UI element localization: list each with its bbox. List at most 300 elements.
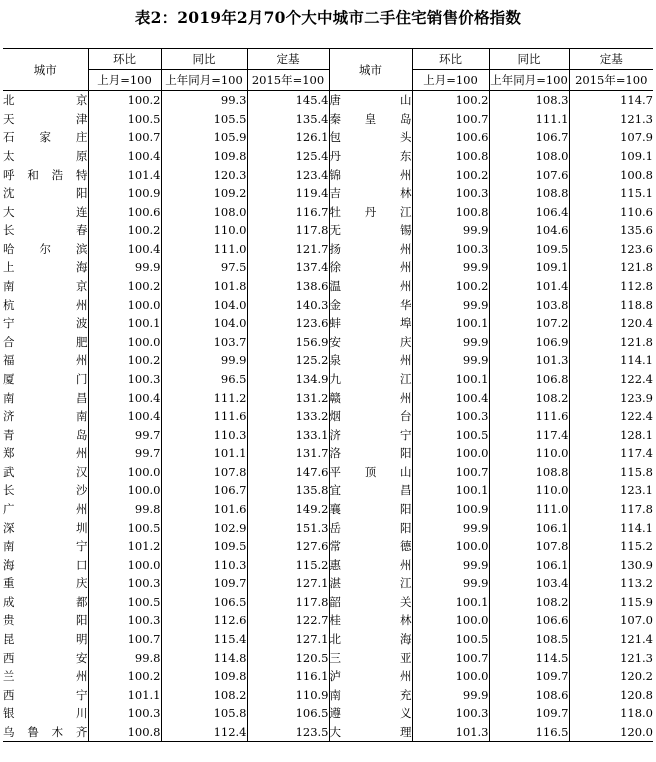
left-city-cell: 武汉 bbox=[3, 464, 88, 479]
table-row bbox=[3, 518, 653, 537]
left-city-cell: 福州 bbox=[3, 353, 88, 368]
left-mom-cell: 100.2 bbox=[88, 91, 161, 110]
table-row bbox=[3, 258, 653, 277]
left-city-cell: 太原 bbox=[3, 149, 88, 164]
right-fixed-cell: 100.8 bbox=[569, 165, 653, 184]
table-row bbox=[3, 147, 653, 166]
right-yoy-cell: 109.5 bbox=[489, 240, 569, 259]
right-city-cell: 唐山 bbox=[329, 91, 412, 110]
left-mom-cell: 100.9 bbox=[88, 184, 161, 203]
left-yoy-cell: 105.5 bbox=[161, 110, 247, 129]
right-yoy-cell: 110.0 bbox=[489, 444, 569, 463]
right-mom-cell: 100.8 bbox=[412, 202, 489, 221]
table-row bbox=[3, 388, 653, 407]
left-mom-cell: 100.3 bbox=[88, 574, 161, 593]
left-mom-cell: 99.7 bbox=[88, 425, 161, 444]
left-mom-cell: 100.8 bbox=[88, 723, 161, 742]
left-fixed-cell: 121.7 bbox=[247, 240, 329, 259]
left-mom-cell: 101.1 bbox=[88, 686, 161, 705]
left-yoy-cell: 111.2 bbox=[161, 388, 247, 407]
table-row bbox=[3, 537, 653, 556]
left-city-cell: 厦门 bbox=[3, 371, 88, 386]
right-city-cell: 包头 bbox=[329, 128, 412, 147]
right-mom-cell: 100.3 bbox=[412, 704, 489, 723]
left-mom-cell: 99.8 bbox=[88, 500, 161, 519]
right-city-cell: 泸州 bbox=[329, 667, 412, 686]
header-city-left: 城市 bbox=[3, 49, 88, 91]
left-city-cell: 大连 bbox=[3, 204, 88, 219]
left-yoy-cell: 104.0 bbox=[161, 295, 247, 314]
left-mom-cell: 100.0 bbox=[88, 555, 161, 574]
left-fixed-cell: 138.6 bbox=[247, 277, 329, 296]
right-city-cell: 锦州 bbox=[329, 165, 412, 184]
right-mom-cell: 99.9 bbox=[412, 333, 489, 352]
right-fixed-cell: 122.4 bbox=[569, 370, 653, 389]
right-yoy-cell: 107.6 bbox=[489, 165, 569, 184]
right-yoy-cell: 114.5 bbox=[489, 648, 569, 667]
left-city-cell: 石家庄 bbox=[3, 130, 88, 145]
left-mom-cell: 100.5 bbox=[88, 110, 161, 129]
left-mom-cell: 100.4 bbox=[88, 388, 161, 407]
left-city-cell: 长沙 bbox=[3, 483, 88, 498]
table-row bbox=[3, 165, 653, 184]
right-fixed-cell: 123.1 bbox=[569, 481, 653, 500]
right-yoy-cell: 106.4 bbox=[489, 202, 569, 221]
right-city-cell: 平顶山 bbox=[329, 463, 412, 482]
left-yoy-cell: 110.3 bbox=[161, 425, 247, 444]
left-city-cell: 兰州 bbox=[3, 669, 88, 684]
table-row bbox=[3, 500, 653, 519]
left-yoy-cell: 99.9 bbox=[161, 351, 247, 370]
left-fixed-cell: 115.2 bbox=[247, 555, 329, 574]
table-row bbox=[3, 370, 653, 389]
left-fixed-cell: 125.4 bbox=[247, 147, 329, 166]
left-mom-cell: 100.5 bbox=[88, 518, 161, 537]
left-yoy-cell: 109.2 bbox=[161, 184, 247, 203]
left-yoy-cell: 106.5 bbox=[161, 593, 247, 612]
table-row bbox=[3, 128, 653, 147]
right-fixed-cell: 120.4 bbox=[569, 314, 653, 333]
header-yoy-base-left: 上年同月=100 bbox=[161, 70, 247, 91]
left-fixed-cell: 151.3 bbox=[247, 518, 329, 537]
right-city-cell: 南充 bbox=[329, 686, 412, 705]
right-yoy-cell: 108.5 bbox=[489, 630, 569, 649]
left-yoy-cell: 101.6 bbox=[161, 500, 247, 519]
right-fixed-cell: 121.4 bbox=[569, 630, 653, 649]
table-row bbox=[3, 333, 653, 352]
table-row bbox=[3, 202, 653, 221]
left-mom-cell: 100.2 bbox=[88, 277, 161, 296]
left-fixed-cell: 137.4 bbox=[247, 258, 329, 277]
left-fixed-cell: 133.2 bbox=[247, 407, 329, 426]
right-fixed-cell: 117.8 bbox=[569, 500, 653, 519]
right-yoy-cell: 106.9 bbox=[489, 333, 569, 352]
left-mom-cell: 99.7 bbox=[88, 444, 161, 463]
header-fixed-left: 定基 bbox=[247, 49, 329, 70]
left-mom-cell: 100.2 bbox=[88, 221, 161, 240]
right-mom-cell: 99.9 bbox=[412, 221, 489, 240]
left-city-cell: 长春 bbox=[3, 223, 88, 238]
left-mom-cell: 100.4 bbox=[88, 147, 161, 166]
right-yoy-cell: 101.3 bbox=[489, 351, 569, 370]
right-yoy-cell: 111.0 bbox=[489, 500, 569, 519]
table-row bbox=[3, 593, 653, 612]
right-city-cell: 蚌埠 bbox=[329, 314, 412, 333]
table-row bbox=[3, 611, 653, 630]
left-fixed-cell: 117.8 bbox=[247, 593, 329, 612]
header-yoy-left: 同比 bbox=[161, 49, 247, 70]
left-mom-cell: 100.7 bbox=[88, 128, 161, 147]
right-city-cell: 桂林 bbox=[329, 611, 412, 630]
right-yoy-cell: 106.7 bbox=[489, 128, 569, 147]
right-city-cell: 济宁 bbox=[329, 425, 412, 444]
left-yoy-cell: 102.9 bbox=[161, 518, 247, 537]
left-city-cell: 南宁 bbox=[3, 539, 88, 554]
left-yoy-cell: 115.4 bbox=[161, 630, 247, 649]
right-fixed-cell: 121.3 bbox=[569, 648, 653, 667]
left-city-cell: 郑州 bbox=[3, 446, 88, 461]
left-fixed-cell: 123.5 bbox=[247, 723, 329, 742]
right-city-cell: 韶关 bbox=[329, 593, 412, 612]
left-city-cell: 乌鲁木齐 bbox=[3, 724, 88, 739]
header-fixed-base-left: 2015年=100 bbox=[247, 70, 329, 91]
table-row bbox=[3, 723, 653, 742]
left-yoy-cell: 112.4 bbox=[161, 723, 247, 742]
left-fixed-cell: 120.5 bbox=[247, 648, 329, 667]
price-index-table bbox=[3, 48, 653, 742]
right-mom-cell: 99.9 bbox=[412, 686, 489, 705]
left-mom-cell: 100.0 bbox=[88, 295, 161, 314]
left-yoy-cell: 105.8 bbox=[161, 704, 247, 723]
left-yoy-cell: 108.0 bbox=[161, 202, 247, 221]
left-city-cell: 南昌 bbox=[3, 390, 88, 405]
left-mom-cell: 100.3 bbox=[88, 704, 161, 723]
right-city-cell: 常德 bbox=[329, 537, 412, 556]
table-row bbox=[3, 184, 653, 203]
left-mom-cell: 100.5 bbox=[88, 593, 161, 612]
right-fixed-cell: 121.8 bbox=[569, 333, 653, 352]
right-fixed-cell: 114.7 bbox=[569, 91, 653, 110]
right-city-cell: 遵义 bbox=[329, 704, 412, 723]
right-fixed-cell: 109.1 bbox=[569, 147, 653, 166]
left-yoy-cell: 109.7 bbox=[161, 574, 247, 593]
right-mom-cell: 100.9 bbox=[412, 500, 489, 519]
right-mom-cell: 100.5 bbox=[412, 425, 489, 444]
left-city-cell: 沈阳 bbox=[3, 186, 88, 201]
left-mom-cell: 100.7 bbox=[88, 630, 161, 649]
right-city-cell: 秦皇岛 bbox=[329, 110, 412, 129]
left-city-cell: 广州 bbox=[3, 502, 88, 516]
right-mom-cell: 100.8 bbox=[412, 147, 489, 166]
table-row bbox=[3, 704, 653, 723]
left-yoy-cell: 110.3 bbox=[161, 555, 247, 574]
left-fixed-cell: 135.8 bbox=[247, 481, 329, 500]
left-fixed-cell: 127.6 bbox=[247, 537, 329, 556]
header-fixed-base-right: 2015年=100 bbox=[569, 70, 653, 91]
right-city-cell: 北海 bbox=[329, 630, 412, 649]
right-fixed-cell: 112.8 bbox=[569, 277, 653, 296]
right-city-cell: 牡丹江 bbox=[329, 202, 412, 221]
right-city-cell: 吉林 bbox=[329, 184, 412, 203]
header-yoy-base-right: 上年同月=100 bbox=[489, 70, 569, 91]
left-city-cell: 宁波 bbox=[3, 316, 88, 331]
right-fixed-cell: 120.8 bbox=[569, 686, 653, 705]
left-fixed-cell: 127.1 bbox=[247, 630, 329, 649]
left-city-cell: 北京 bbox=[3, 93, 88, 108]
left-yoy-cell: 107.8 bbox=[161, 463, 247, 482]
right-mom-cell: 100.6 bbox=[412, 128, 489, 147]
right-fixed-cell: 120.2 bbox=[569, 667, 653, 686]
left-fixed-cell: 116.1 bbox=[247, 667, 329, 686]
right-yoy-cell: 103.8 bbox=[489, 295, 569, 314]
right-mom-cell: 100.0 bbox=[412, 611, 489, 630]
left-fixed-cell: 123.6 bbox=[247, 314, 329, 333]
header-fixed-right: 定基 bbox=[569, 49, 653, 70]
right-fixed-cell: 118.0 bbox=[569, 704, 653, 723]
right-city-cell: 温州 bbox=[329, 277, 412, 296]
right-mom-cell: 99.9 bbox=[412, 574, 489, 593]
header-mom-left: 环比 bbox=[88, 49, 161, 70]
table-row bbox=[3, 295, 653, 314]
table-row bbox=[3, 463, 653, 482]
left-fixed-cell: 134.9 bbox=[247, 370, 329, 389]
right-city-cell: 三亚 bbox=[329, 648, 412, 667]
right-city-cell: 大理 bbox=[329, 723, 412, 742]
right-fixed-cell: 115.2 bbox=[569, 537, 653, 556]
right-city-cell: 宜昌 bbox=[329, 481, 412, 500]
table-row bbox=[3, 425, 653, 444]
left-mom-cell: 100.0 bbox=[88, 481, 161, 500]
right-yoy-cell: 106.1 bbox=[489, 518, 569, 537]
right-mom-cell: 100.5 bbox=[412, 630, 489, 649]
right-fixed-cell: 114.1 bbox=[569, 351, 653, 370]
right-city-cell: 九江 bbox=[329, 370, 412, 389]
left-fixed-cell: 156.9 bbox=[247, 333, 329, 352]
right-city-cell: 扬州 bbox=[329, 240, 412, 259]
left-yoy-cell: 103.7 bbox=[161, 333, 247, 352]
left-fixed-cell: 117.8 bbox=[247, 221, 329, 240]
left-fixed-cell: 106.5 bbox=[247, 704, 329, 723]
left-city-cell: 银川 bbox=[3, 706, 88, 721]
left-yoy-cell: 108.2 bbox=[161, 686, 247, 705]
right-yoy-cell: 107.2 bbox=[489, 314, 569, 333]
left-city-cell: 贵阳 bbox=[3, 613, 88, 628]
right-mom-cell: 100.1 bbox=[412, 314, 489, 333]
right-city-cell: 徐州 bbox=[329, 258, 412, 277]
left-city-cell: 昆明 bbox=[3, 632, 88, 647]
table-row bbox=[3, 221, 653, 240]
left-yoy-cell: 99.3 bbox=[161, 91, 247, 110]
left-mom-cell: 101.4 bbox=[88, 165, 161, 184]
left-fixed-cell: 133.1 bbox=[247, 425, 329, 444]
right-fixed-cell: 118.8 bbox=[569, 295, 653, 314]
table-row bbox=[3, 630, 653, 649]
right-city-cell: 岳阳 bbox=[329, 518, 412, 537]
right-city-cell: 安庆 bbox=[329, 333, 412, 352]
right-yoy-cell: 106.8 bbox=[489, 370, 569, 389]
right-yoy-cell: 116.5 bbox=[489, 723, 569, 742]
right-city-cell: 丹东 bbox=[329, 147, 412, 166]
header-city-right: 城市 bbox=[329, 49, 412, 91]
right-mom-cell: 100.0 bbox=[412, 444, 489, 463]
left-yoy-cell: 101.1 bbox=[161, 444, 247, 463]
header-mom-right: 环比 bbox=[412, 49, 489, 70]
right-fixed-cell: 120.0 bbox=[569, 723, 653, 742]
right-yoy-cell: 108.8 bbox=[489, 463, 569, 482]
right-mom-cell: 100.3 bbox=[412, 240, 489, 259]
right-yoy-cell: 110.0 bbox=[489, 481, 569, 500]
left-city-cell: 哈尔滨 bbox=[3, 241, 88, 256]
right-fixed-cell: 114.1 bbox=[569, 518, 653, 537]
table-row bbox=[3, 314, 653, 333]
left-fixed-cell: 123.4 bbox=[247, 165, 329, 184]
right-mom-cell: 100.0 bbox=[412, 537, 489, 556]
left-mom-cell: 100.0 bbox=[88, 333, 161, 352]
left-city-cell: 呼和浩特 bbox=[3, 167, 88, 182]
header-yoy-right: 同比 bbox=[489, 49, 569, 70]
table-row bbox=[3, 481, 653, 500]
right-city-cell: 烟台 bbox=[329, 407, 412, 426]
right-mom-cell: 99.9 bbox=[412, 555, 489, 574]
table-row bbox=[3, 444, 653, 463]
table-body bbox=[3, 91, 653, 742]
right-yoy-cell: 109.1 bbox=[489, 258, 569, 277]
right-yoy-cell: 106.6 bbox=[489, 611, 569, 630]
right-city-cell: 襄阳 bbox=[329, 500, 412, 519]
right-fixed-cell: 107.9 bbox=[569, 128, 653, 147]
left-city-cell: 济南 bbox=[3, 409, 88, 424]
left-city-cell: 上海 bbox=[3, 260, 88, 275]
left-city-cell: 合肥 bbox=[3, 334, 88, 349]
right-mom-cell: 100.1 bbox=[412, 593, 489, 612]
left-fixed-cell: 126.1 bbox=[247, 128, 329, 147]
right-fixed-cell: 135.6 bbox=[569, 221, 653, 240]
left-yoy-cell: 96.5 bbox=[161, 370, 247, 389]
right-fixed-cell: 130.9 bbox=[569, 555, 653, 574]
table-row bbox=[3, 91, 653, 110]
right-yoy-cell: 111.6 bbox=[489, 407, 569, 426]
right-fixed-cell: 110.6 bbox=[569, 202, 653, 221]
left-yoy-cell: 111.6 bbox=[161, 407, 247, 426]
right-yoy-cell: 103.4 bbox=[489, 574, 569, 593]
table-row bbox=[3, 648, 653, 667]
left-city-cell: 杭州 bbox=[3, 297, 88, 312]
right-mom-cell: 100.4 bbox=[412, 388, 489, 407]
right-yoy-cell: 101.4 bbox=[489, 277, 569, 296]
right-yoy-cell: 108.2 bbox=[489, 593, 569, 612]
right-mom-cell: 100.7 bbox=[412, 648, 489, 667]
left-mom-cell: 100.3 bbox=[88, 611, 161, 630]
right-mom-cell: 100.2 bbox=[412, 165, 489, 184]
right-mom-cell: 100.3 bbox=[412, 407, 489, 426]
right-city-cell: 金华 bbox=[329, 295, 412, 314]
right-yoy-cell: 108.3 bbox=[489, 91, 569, 110]
left-fixed-cell: 135.4 bbox=[247, 110, 329, 129]
right-yoy-cell: 117.4 bbox=[489, 425, 569, 444]
table-row bbox=[3, 240, 653, 259]
left-yoy-cell: 104.0 bbox=[161, 314, 247, 333]
left-mom-cell: 100.2 bbox=[88, 667, 161, 686]
right-fixed-cell: 107.0 bbox=[569, 611, 653, 630]
right-mom-cell: 100.7 bbox=[412, 110, 489, 129]
right-yoy-cell: 107.8 bbox=[489, 537, 569, 556]
right-mom-cell: 99.9 bbox=[412, 258, 489, 277]
right-mom-cell: 100.2 bbox=[412, 91, 489, 110]
left-fixed-cell: 122.7 bbox=[247, 611, 329, 630]
right-city-cell: 赣州 bbox=[329, 388, 412, 407]
left-yoy-cell: 101.8 bbox=[161, 277, 247, 296]
left-mom-cell: 100.4 bbox=[88, 240, 161, 259]
header-mom-base-left: 上月=100 bbox=[88, 70, 161, 91]
right-city-cell: 湛江 bbox=[329, 574, 412, 593]
right-yoy-cell: 108.0 bbox=[489, 147, 569, 166]
right-yoy-cell: 106.1 bbox=[489, 555, 569, 574]
left-fixed-cell: 110.9 bbox=[247, 686, 329, 705]
left-city-cell: 重庆 bbox=[3, 576, 88, 591]
right-yoy-cell: 109.7 bbox=[489, 704, 569, 723]
right-fixed-cell: 121.3 bbox=[569, 110, 653, 129]
left-fixed-cell: 131.2 bbox=[247, 388, 329, 407]
left-city-cell: 成都 bbox=[3, 594, 88, 609]
left-city-cell: 西安 bbox=[3, 650, 88, 665]
left-fixed-cell: 147.6 bbox=[247, 463, 329, 482]
right-fixed-cell: 122.4 bbox=[569, 407, 653, 426]
table-row bbox=[3, 667, 653, 686]
left-city-cell: 海口 bbox=[3, 557, 88, 572]
right-city-cell: 泉州 bbox=[329, 351, 412, 370]
left-mom-cell: 100.4 bbox=[88, 407, 161, 426]
left-fixed-cell: 127.1 bbox=[247, 574, 329, 593]
left-yoy-cell: 120.3 bbox=[161, 165, 247, 184]
left-yoy-cell: 109.5 bbox=[161, 537, 247, 556]
right-mom-cell: 100.1 bbox=[412, 370, 489, 389]
left-yoy-cell: 109.8 bbox=[161, 667, 247, 686]
right-fixed-cell: 121.8 bbox=[569, 258, 653, 277]
right-mom-cell: 99.9 bbox=[412, 351, 489, 370]
left-mom-cell: 100.0 bbox=[88, 463, 161, 482]
left-city-cell: 天津 bbox=[3, 111, 88, 126]
right-yoy-cell: 108.6 bbox=[489, 686, 569, 705]
right-yoy-cell: 111.1 bbox=[489, 110, 569, 129]
left-mom-cell: 99.9 bbox=[88, 258, 161, 277]
right-mom-cell: 100.1 bbox=[412, 481, 489, 500]
right-mom-cell: 100.2 bbox=[412, 277, 489, 296]
left-city-cell: 南京 bbox=[3, 279, 88, 294]
table-title: 表2：2019年2月70个大中城市二手住宅销售价格指数 bbox=[134, 8, 522, 27]
left-yoy-cell: 97.5 bbox=[161, 258, 247, 277]
left-mom-cell: 100.2 bbox=[88, 351, 161, 370]
table-row bbox=[3, 110, 653, 129]
right-fixed-cell: 115.1 bbox=[569, 184, 653, 203]
left-fixed-cell: 131.7 bbox=[247, 444, 329, 463]
table-row bbox=[3, 407, 653, 426]
left-fixed-cell: 116.7 bbox=[247, 202, 329, 221]
left-mom-cell: 101.2 bbox=[88, 537, 161, 556]
table-row bbox=[3, 555, 653, 574]
right-city-cell: 无锡 bbox=[329, 221, 412, 240]
left-yoy-cell: 105.9 bbox=[161, 128, 247, 147]
right-fixed-cell: 128.1 bbox=[569, 425, 653, 444]
table-row bbox=[3, 277, 653, 296]
right-yoy-cell: 109.7 bbox=[489, 667, 569, 686]
left-fixed-cell: 140.3 bbox=[247, 295, 329, 314]
left-mom-cell: 100.3 bbox=[88, 370, 161, 389]
right-yoy-cell: 104.6 bbox=[489, 221, 569, 240]
left-city-cell: 青岛 bbox=[3, 427, 88, 442]
right-fixed-cell: 117.4 bbox=[569, 444, 653, 463]
table-row bbox=[3, 574, 653, 593]
left-yoy-cell: 106.7 bbox=[161, 481, 247, 500]
